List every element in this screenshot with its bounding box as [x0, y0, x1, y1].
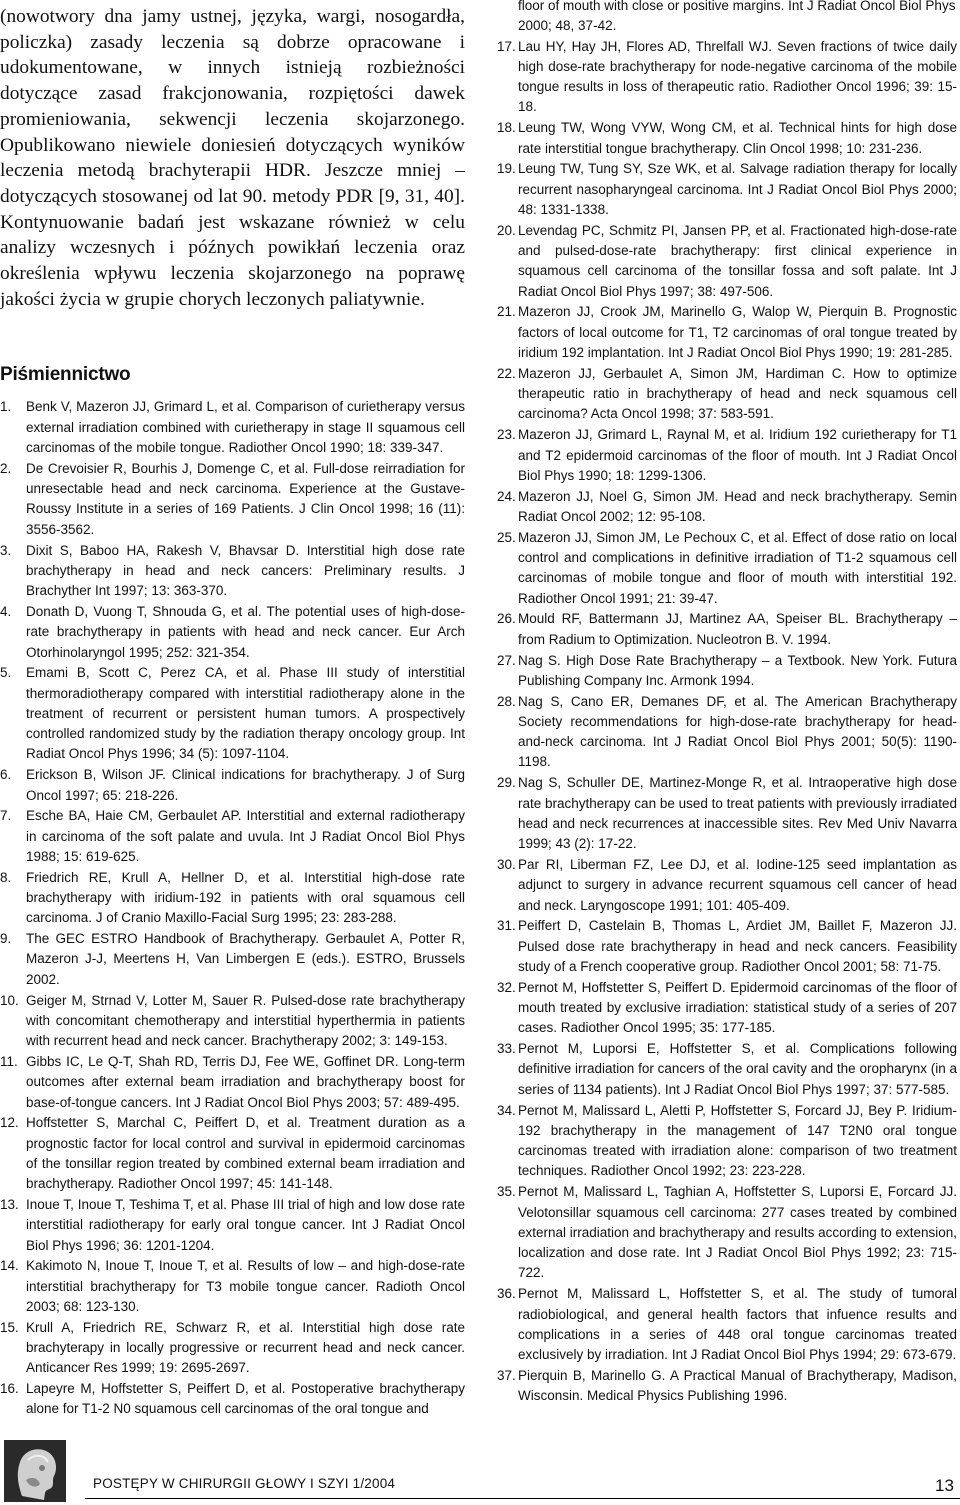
reference-item: [0, 991, 465, 1052]
reference-text: Nag S, Cano ER, Demanes DF, et al. The American Brachytherapy Society recommendations for high-dose-rate brachytherapy for head-and-neck carcinoma. Int J Radiat Oncol Biol Phys 2001; 50(5): 1190-1198.: [518, 693, 957, 770]
reference-text: De Crevoisier R, Bourhis J, Domenge C, et al. Full-dose reirradiation for unresectable head and neck carcinoma. Experience at the Gustave-Roussy Institute in a series of 169 Patients. J Clin Oncol 1998; 16 (11): 3556-3562.: [26, 460, 465, 537]
reference-text: Par RI, Liberman FZ, Lee DJ, et al. Iodine-125 seed implantation as adjunct to surgery in advance recurrent squamous cell cancer of head and neck. Laryngoscope 1991; 101: 405-409.: [518, 856, 957, 913]
reference-text: Pernot M, Hoffstetter S, Peiffert D. Epidermoid carcinomas of the floor of mouth treated by exclusive irradiation: statistical study of a series of 207 cases. Radiother Oncol 1995; 35: 177-185.: [518, 979, 957, 1036]
reference-item: [0, 1195, 465, 1256]
reference-item: [0, 459, 465, 540]
reference-number: 21.: [497, 304, 516, 320]
reference-text: Mould RF, Battermann JJ, Martinez AA, Speiser BL. Brachytherapy – from Radium to Optimization. Nucleotron B. V. 1994.: [518, 611, 957, 647]
reference-item: [0, 868, 465, 929]
reference-continuation: floor of mouth with close or positive margins. Int J Radiat Oncol Biol Phys 2000; 48, 37-42.: [518, 0, 956, 34]
page-number: 13: [935, 1476, 954, 1495]
reference-item: [0, 806, 465, 867]
reference-text: Nag S. High Dose Rate Brachytherapy – a Textbook. New York. Futura Publishing Company Inc. Armonk 1994.: [518, 652, 957, 688]
reference-item: [497, 302, 957, 363]
reference-item: [497, 651, 957, 692]
reference-item: [0, 663, 465, 764]
reference-number: 32.: [497, 979, 516, 995]
references-heading: Piśmiennictwo: [0, 364, 131, 386]
reference-item: [497, 855, 957, 916]
reference-text: Emami B, Scott C, Perez CA, et al. Phase III study of interstitial thermoradiotherapy compared with interstitial radiotherapy alone in the treatment of recurrent or persistent human tumors. A prospectively controlled randomized study by the radiation therapy oncology group. Int Radiat Oncol Phys 1996; 34 (5): 1097-1104.: [26, 665, 465, 762]
reference-item: [497, 37, 957, 118]
reference-item: [0, 541, 465, 602]
reference-text: Benk V, Mazeron JJ, Grimard L, et al. Comparison of curietherapy versus external irradiation combined with curietherapy in stage II squamous cell carcinomas of the mobile tongue. Radiother Oncol 1990; 18: 339-347.: [26, 399, 465, 456]
reference-item: [497, 692, 957, 773]
reference-number: 18.: [497, 120, 516, 136]
reference-number: 22.: [497, 365, 516, 381]
reference-item: [497, 916, 957, 977]
reference-text: Mazeron JJ, Crook JM, Marinello G, Walop W, Pierquin B. Prognostic factors of local outcome for T1, T2 carcinomas of oral tongue treated by iridium 192 implantation. Int J Radiat Oncol Biol Phys 1990; 19: 281-285.: [518, 304, 957, 361]
reference-text: Pernot M, Malissard L, Taghian A, Hoffstetter S, Luporsi E, Forcard JJ. Velotonsillar squamous cell carcinoma: 277 cases treated by combined external irradiation and brachytherapy and results according to extension, localization and dose rate. Int J Radiat Oncol Biol Phys 1992; 23: 715-722.: [518, 1184, 958, 1281]
reference-item: [0, 1256, 465, 1317]
reference-number: 4.: [0, 603, 12, 619]
reference-item: [0, 765, 465, 806]
reference-number: 37.: [497, 1367, 516, 1383]
reference-item: [0, 602, 465, 663]
reference-text: Leung TW, Tung SY, Sze WK, et al. Salvage radiation therapy for locally recurrent nasopharyngeal carcinoma. Int J Radiat Oncol Biol Phys 2000; 48: 1331-1338.: [518, 161, 957, 217]
reference-text: Mazeron JJ, Gerbaulet A, Simon JM, Hardiman C. How to optimize therapeutic ratio in brachytherapy of head and neck squamous cell carcinoma? Acta Oncol 1998; 37: 583-591.: [518, 365, 957, 422]
reference-item: [497, 221, 957, 302]
reference-item: [497, 1366, 957, 1407]
reference-number: 17.: [497, 38, 516, 54]
reference-text: Geiger M, Strnad V, Lotter M, Sauer R. Pulsed-dose rate brachytherapy with concomitant chemotherapy and interstitial hyperthermia in patients with recurrent head and neck cancer. Brachytherapy 2002; 3: 149-153.: [26, 992, 465, 1049]
reference-item: [497, 1284, 957, 1365]
reference-text: Gibbs IC, Le Q-T, Shah RD, Terris DJ, Fee WE, Goffinet DR. Long-term outcomes after external beam irradiation and brachytherapy boost for base-of-tongue cancers. Int J Radiat Oncol Biol Phys 2003; 57: 489-495.: [26, 1053, 465, 1110]
reference-text: Pernot M, Luporsi E, Hoffstetter S, et al. Complications following definitive irradiation for cancers of the oral cavity and the oropharynx (in a series of 1134 patients). Int J Radiat Oncol Biol Phys 1997; 37: 577-585.: [518, 1041, 957, 1097]
footer-divider: [85, 1498, 960, 1499]
reference-text: Kakimoto N, Inoue T, Inoue T, et al. Results of low – and high-dose-rate interstitial brachytherapy for T3 mobile tongue cancer. Radioth Oncol 2003; 68: 123-130.: [26, 1258, 465, 1314]
reference-text: Pierquin B, Marinello G. A Practical Manual of Brachytherapy, Madison, Wisconsin. Medical Physics Publishing 1996.: [518, 1367, 957, 1404]
reference-item: [497, 1182, 957, 1283]
reference-number: 36.: [497, 1286, 516, 1302]
reference-number: 9.: [0, 931, 12, 947]
reference-text: Donath D, Vuong T, Shnouda G, et al. The potential uses of high-dose-rate brachytherapy in patients with head and neck cancer. Eur Arch Otorhinolaryngol 1995; 252: 321-354.: [26, 603, 465, 660]
reference-text: Mazeron JJ, Simon JM, Le Pechoux C, et al. Effect of dose ratio on local control and complications in definitive irradiation of T1-2 squamous cell carcinomas of mobile tongue and floor of mouth with interstitial 192. Radiother Oncol 1991; 21: 39-47.: [518, 529, 957, 606]
reference-text: The GEC ESTRO Handbook of Brachytherapy. Gerbaulet A, Potter R, Mazeron J-J, Meertens H, Van Limbergen E (eds.). ESTRO, Brussels 2002.: [26, 931, 465, 987]
reference-number: 6.: [0, 767, 12, 783]
reference-item: [497, 425, 957, 486]
reference-item: [0, 1318, 465, 1379]
reference-number: 10.: [0, 992, 19, 1008]
head-xray-logo-icon: [4, 1440, 66, 1502]
reference-number: 28.: [497, 693, 516, 709]
reference-item: [497, 978, 957, 1039]
reference-number: 26.: [497, 611, 516, 627]
reference-number: 3.: [0, 542, 12, 558]
reference-text: Esche BA, Haie CM, Gerbaulet AP. Interstitial and external radiotherapy in carcinoma of the soft palate and uvula. Int J Radiat Oncol Biol Phys 1988; 15: 619-625.: [26, 808, 465, 864]
journal-title: POSTĘPY W CHIRURGII GŁOWY I SZYI 1/2004: [93, 1476, 396, 1491]
reference-item: [497, 1039, 957, 1100]
reference-number: 29.: [497, 775, 516, 791]
reference-item: [497, 528, 957, 609]
reference-number: 8.: [0, 869, 12, 885]
reference-item: [0, 397, 465, 458]
reference-number: 2.: [0, 460, 12, 476]
reference-number: 30.: [497, 856, 516, 872]
page-footer: [0, 1440, 960, 1505]
reference-number: 16.: [0, 1381, 19, 1397]
references-list-right: [497, 37, 957, 1407]
reference-number: 11.: [0, 1053, 18, 1069]
reference-text: Friedrich RE, Krull A, Hellner D, et al. Interstitial high-dose rate brachytherapy with iridium-192 in patients with oral squamous cell carcinoma. J of Cranio Maxillo-Facial Surg 1995; 23: 283-288.: [26, 869, 465, 926]
reference-item: [497, 609, 957, 650]
reference-text: Krull A, Friedrich RE, Schwarz R, et al. Interstitial high dose rate brachyterapy in locally progressive or recurrent head and neck cancer. Anticancer Res 1999; 19: 2695-2697.: [26, 1319, 465, 1376]
references-list-left: [0, 397, 465, 1419]
left-column: [0, 0, 465, 1420]
reference-number: 19.: [497, 161, 516, 177]
reference-text: Leung TW, Wong VYW, Wong CM, et al. Technical hints for high dose rate interstitial tongue brachytherapy. Clin Oncol 1998; 10: 231-236.: [518, 120, 957, 156]
reference-text: Peiffert D, Castelain B, Thomas L, Ardiet JM, Baillet F, Mazeron JJ. Pulsed dose rate brachytherapy in head and neck cancers. Feasibility study of a French cooperative group. Radiother Oncol 2001; 58: 71-75.: [518, 918, 957, 974]
reference-number: 5.: [0, 665, 12, 681]
reference-item: [497, 364, 957, 425]
right-column: [497, 0, 957, 1407]
reference-number: 35.: [497, 1184, 516, 1200]
reference-item: [497, 487, 957, 528]
reference-number: 24.: [497, 488, 516, 504]
reference-number: 34.: [497, 1102, 516, 1118]
reference-text: Hoffstetter S, Marchal C, Peiffert D, et al. Treatment duration as a prognostic factor for local control and survival in epidermoid carcinomas of the tonsillar region treated by combined external beam irradiation and brachytherapy. Radiother Oncol 1997; 45: 141-148.: [26, 1115, 465, 1192]
reference-text: Pernot M, Malissard L, Hoffstetter S, et al. The study of tumoral radiobiological, and general health factors that infuence results and complications in a series of 448 oral tongue carcinomas treated exclusively by irradiation. Int J Radiat Oncol Biol Phys 1994; 29: 673-679.: [518, 1286, 957, 1363]
reference-text: Levendag PC, Schmitz PI, Jansen PP, et al. Fractionated high-dose-rate and pulsed-dose-rate brachytherapy: first clinical experience in squamous cell carcinoma of the tonsillar fossa and soft palate. Int J Radiat Oncol Biol Phys 1997; 38: 497-506.: [518, 222, 957, 299]
reference-number: 33.: [497, 1041, 516, 1057]
reference-item: [0, 929, 465, 990]
reference-item: [0, 1113, 465, 1194]
reference-text: Dixit S, Baboo HA, Rakesh V, Bhavsar D. Interstitial high dose rate brachytherapy in head and neck cancers: Preliminary results. J Brachyther Int 1997; 13: 363-370.: [26, 542, 465, 599]
reference-item: [0, 1052, 465, 1113]
intro-paragraph: (nowotwory dna jamy ustnej, języka, wargi, nosogardła, policzka) zasady leczenia są dobrze opracowane i udokumentowane, w innych istnieją rozbieżności dotyczące zasad frakcjonowania, rozpiętości dawek promieniowania, sekwencji leczenia skojarzonego. Opublikowano niewiele doniesień dotyczących wyników leczenia metodą brachyterapii HDR. Jeszcze mniej – dotyczących stosowanej od lat 90. metody PDR [9, 31, 40]. Kontynuowanie badań jest wskazane również w celu analizy wczesnych i późnych powikłań leczenia oraz określenia wpływu leczenia skojarzonego na poprawę jakości życia w grupie chorych leczonych paliatywnie.: [0, 6, 465, 310]
reference-text: Nag S, Schuller DE, Martinez-Monge R, et al. Intraoperative high dose rate brachytherapy can be used to treat patients with previously irradiated head and neck recurrences at inaccessible sites. Rev Med Univ Navarra 1999; 43 (2): 17-22.: [518, 775, 957, 852]
reference-text: Lapeyre M, Hoffstetter S, Peiffert D, et al. Postoperative brachytherapy alone for T1-2 N0 squamous cell carcinomas of the oral tongue and: [26, 1381, 465, 1417]
reference-number: 27.: [497, 652, 516, 668]
reference-number: 14.: [0, 1258, 19, 1274]
reference-item: [497, 773, 957, 854]
reference-item: [497, 118, 957, 159]
reference-number: 20.: [497, 222, 516, 238]
reference-number: 31.: [497, 918, 516, 934]
reference-text: Inoue T, Inoue T, Teshima T, et al. Phase III trial of high and low dose rate interstitial radiotherapy for early oral tongue cancer. Int J Radiat Oncol Biol Phys 1996; 36: 1201-1204.: [26, 1197, 465, 1253]
reference-item: [497, 159, 957, 220]
reference-text: Pernot M, Malissard L, Aletti P, Hoffstetter S, Forcard JJ, Bey P. Iridium-192 brachytherapy in the management of 147 T2N0 oral tongue carcinomas treated with irradiation alone: comparison of two treatment techniques. Radiother Oncol 1992; 23: 223-228.: [518, 1102, 957, 1179]
reference-item: [497, 1101, 957, 1182]
reference-number: 13.: [0, 1197, 19, 1213]
reference-item: [0, 1379, 465, 1420]
reference-text: Mazeron JJ, Noel G, Simon JM. Head and neck brachytherapy. Semin Radiat Oncol 2002; 12: 95-108.: [518, 488, 957, 524]
reference-text: Lau HY, Hay JH, Flores AD, Threlfall WJ. Seven fractions of twice daily high dose-rate brachytherapy for node-negative carcinoma of the mobile tongue results in loss of therapeutic ratio. Radiother Oncol 1996; 39: 15-18.: [518, 38, 957, 115]
reference-number: 12.: [0, 1115, 19, 1131]
reference-number: 15.: [0, 1319, 19, 1335]
reference-number: 1.: [0, 399, 12, 415]
reference-text: Erickson B, Wilson JF. Clinical indications for brachytherapy. J of Surg Oncol 1997; 65: 218-226.: [26, 767, 465, 803]
reference-number: 7.: [0, 808, 12, 824]
reference-number: 23.: [497, 427, 516, 443]
reference-number: 25.: [497, 529, 516, 545]
reference-text: Mazeron JJ, Grimard L, Raynal M, et al. Iridium 192 curietherapy for T1 and T2 epidermoid carcinomas of the floor of mouth. Int J Radiat Oncol Biol Phys 1990; 18: 1299-1306.: [518, 427, 957, 483]
